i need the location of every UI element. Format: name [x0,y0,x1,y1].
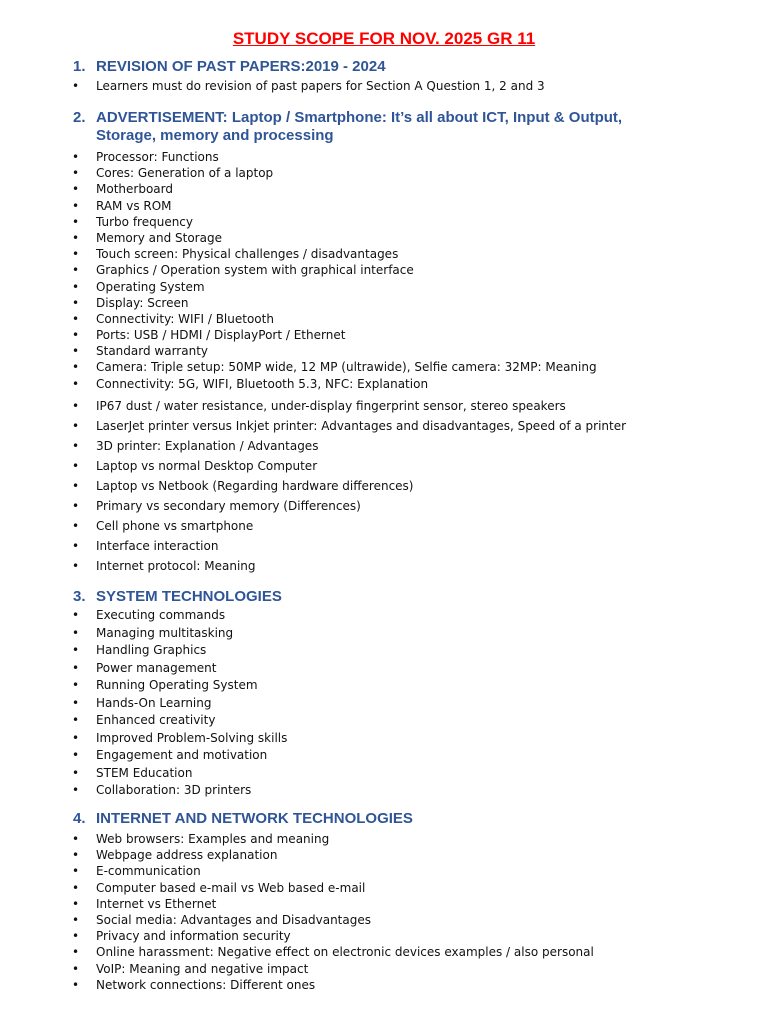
section-number: 3. [73,588,86,605]
section-number: 4. [73,810,86,827]
section-number: 2. [73,109,86,126]
document-title: STUDY SCOPE FOR NOV. 2025 GR 11 [232,29,536,48]
section-number: 1. [73,58,86,75]
bullet: • [72,79,80,93]
section-title: ADVERTISEMENT: Laptop / Smartphone: It’s all about ICT, Input & Output, Storage, memory and processing [96,109,623,144]
section-title: REVISION OF PAST PAPERS:2019 - 2024 [96,58,386,75]
section-title: INTERNET AND NETWORK TECHNOLOGIES [96,810,413,827]
section-title: SYSTEM TECHNOLOGIES [96,588,282,605]
document-page: STUDY SCOPE FOR NOV. 2025 GR 11 1. REVISION OF PAST PAPERS:2019 - 2024 • Learners must do revision of past papers for Section A Question 1, 2 and 3 2. ADVERTISEMENT: Laptop / Smartphone: It’s all about ICT, Input & Output, Storage, memory and processing • Processor: Functions • Cores: Generation of a laptop • Motherboard • RAM vs ROM • Turbo frequency • Memory and Storage • Touch screen: Physical challenges / disadvantages • Graphics / Operation system with graphical interface • Operating System • Display: Screen • Connectivity: WIFI / Bluetooth • Ports: USB / HDMI / DisplayPort / Ethernet • Standard warranty • Camera: Triple setup: 50MP wide, 12 MP (ultrawide), Selfie camera: 32MP: Meaning • Connectivity: 5G, WIFI, Bluetooth 5.3, NFC: Explanation • IP67 dust / water resistance, under-display fingerprint sensor, stereo speakers • LaserJet printer versus Inkjet printer: Advantages and disadvantages, Speed of a printer • 3D printer: Explanation / Advantages • Laptop vs normal Desktop Computer • Laptop vs Netbook (Regarding hardware differences) • Primary vs secondary memory (Differences) • Cell phone vs smartphone • Interface interaction • Internet protocol: Meaning 3. SYSTEM TECHNOLOGIES • Executing commands • Managing multitasking • Handling Graphics • Power management • Running Operating System • Hands-On Learning • Enhanced creativity • Improved Problem-Solving skills • Engagement and motivation • STEM Education • Collaboration: 3D printers 4. INTERNET AND NETWORK TECHNOLOGIES • Web browsers: Examples and meaning • Webpage address explanation • E-communication • Computer based e-mail vs Web based e-mail • Internet vs Ethernet • Social media: Advantages and Disadvantages • Privacy and information security • Online harassment: Negative effect on electronic devices examples / also personal • VoIP: Meaning and negative impact • Network connections: Different ones [0,0,768,1024]
